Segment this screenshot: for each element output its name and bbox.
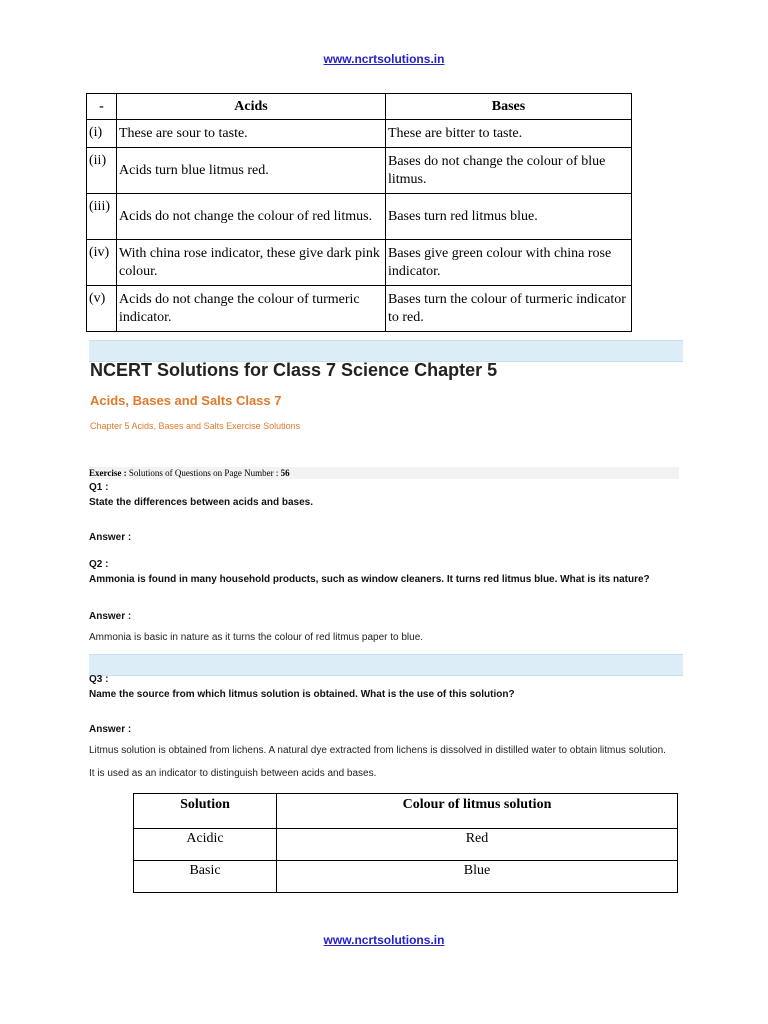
acids-bases-table bbox=[86, 93, 632, 332]
answer-text: Litmus solution is obtained from lichens. A natural dye extracted from lichens is dissolved in distilled water to obtain litmus solution. bbox=[89, 745, 666, 756]
column-header-colour: Colour of litmus solution bbox=[277, 794, 678, 829]
table-header-row bbox=[87, 94, 632, 120]
footer-site-link[interactable]: www.ncrtsolutions.in bbox=[323, 933, 445, 947]
base-cell: Bases turn the colour of turmeric indicator to red. bbox=[386, 286, 632, 332]
question-text: Ammonia is found in many household products, such as window cleaners. It turns red litmus blue. What is its nature? bbox=[89, 574, 650, 585]
base-cell: These are bitter to taste. bbox=[386, 120, 632, 148]
column-header-bases: Bases bbox=[386, 94, 632, 120]
answer-label: Answer : bbox=[89, 611, 132, 622]
colour-cell: Blue bbox=[277, 861, 678, 893]
litmus-table bbox=[133, 793, 678, 893]
colour-cell: Red bbox=[277, 829, 678, 861]
row-number: (iv) bbox=[87, 240, 117, 286]
exercise-page-number: 56 bbox=[280, 468, 290, 478]
base-cell: Bases give green colour with china rose indicator. bbox=[386, 240, 632, 286]
table-row bbox=[87, 148, 632, 194]
base-cell: Bases turn red litmus blue. bbox=[386, 194, 632, 240]
row-number: (i) bbox=[87, 120, 117, 148]
acid-cell: Acids do not change the colour of turmeric indicator. bbox=[117, 286, 386, 332]
exercise-text: Solutions of Questions on Page Number : bbox=[128, 468, 279, 478]
exercise-bar bbox=[89, 467, 679, 479]
answer-text: Ammonia is basic in nature as it turns the colour of red litmus paper to blue. bbox=[89, 632, 424, 643]
acid-cell: Acids do not change the colour of red litmus. bbox=[117, 194, 386, 240]
acid-cell: These are sour to taste. bbox=[117, 120, 386, 148]
header-site-link[interactable]: www.ncrtsolutions.in bbox=[323, 52, 445, 66]
question-id: Q3 : bbox=[89, 674, 109, 685]
column-header-acids: Acids bbox=[117, 94, 386, 120]
acid-cell: Acids turn blue litmus red. bbox=[117, 148, 386, 194]
table-header-row bbox=[134, 794, 678, 829]
acid-cell: With china rose indicator, these give dark pink colour. bbox=[117, 240, 386, 286]
section-band bbox=[89, 654, 683, 676]
answer-label: Answer : bbox=[89, 724, 132, 735]
table-row bbox=[134, 861, 678, 893]
table-row bbox=[87, 120, 632, 148]
section-band bbox=[89, 340, 683, 362]
table-row bbox=[134, 829, 678, 861]
table-row bbox=[87, 194, 632, 240]
solution-cell: Acidic bbox=[134, 829, 277, 861]
row-number: (iii) bbox=[87, 194, 117, 240]
table-row bbox=[87, 286, 632, 332]
column-header-number: - bbox=[87, 94, 117, 120]
page-title: NCERT Solutions for Class 7 Science Chapter 5 bbox=[90, 360, 498, 380]
question-id: Q2 : bbox=[89, 559, 109, 570]
answer-text: It is used as an indicator to distinguish between acids and bases. bbox=[89, 768, 377, 779]
exercise-label: Exercise : bbox=[89, 468, 127, 478]
question-text: State the differences between acids and bases. bbox=[89, 497, 313, 508]
page-subsubtitle: Chapter 5 Acids, Bases and Salts Exercise Solutions bbox=[90, 421, 301, 431]
question-id: Q1 : bbox=[89, 482, 109, 493]
question-text: Name the source from which litmus solution is obtained. What is the use of this solution? bbox=[89, 689, 515, 700]
row-number: (ii) bbox=[87, 148, 117, 194]
row-number: (v) bbox=[87, 286, 117, 332]
base-cell: Bases do not change the colour of blue litmus. bbox=[386, 148, 632, 194]
answer-label: Answer : bbox=[89, 532, 132, 543]
table-row bbox=[87, 240, 632, 286]
solution-cell: Basic bbox=[134, 861, 277, 893]
column-header-solution: Solution bbox=[134, 794, 277, 829]
page-subtitle: Acids, Bases and Salts Class 7 bbox=[90, 393, 282, 408]
